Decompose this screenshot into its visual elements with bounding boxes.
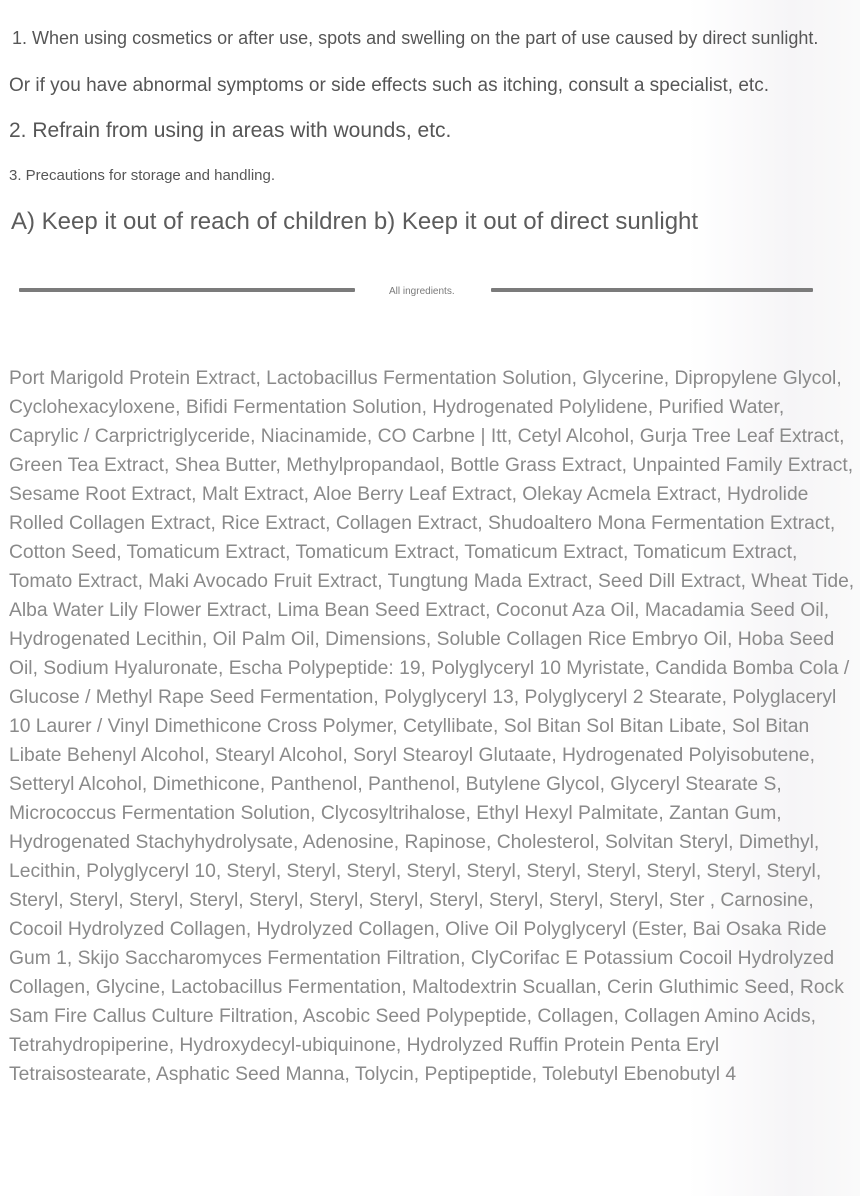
precaution-item-2: 2. Refrain from using in areas with wounds, etc. xyxy=(9,119,452,142)
ingredients-list: Port Marigold Protein Extract, Lactobacillus Fermentation Solution, Glycerine, Dipropylene Glycol, Cyclohexacyloxene, Bifidi Fermentation Solution, Hydrogenated Polylidene, Purified Water, Caprylic / Carprictriglyceride, Niacinamide, CO Carbne | Itt, Cetyl Alcohol, Gurja Tree Leaf Extract, Green Tea Extract, Shea Butter, Methylpropandaol, Bottle Grass Extract, Unpainted Family Extract, Sesame Root Extract, Malt Extract, Aloe Berry Leaf Extract, Olekay Acmela Extract, Hydrolide Rolled Collagen Extract, Rice Extract, Collagen Extract, Shudoaltero Mona Fermentation Extract, Cotton Seed, Tomaticum Extract, Tomaticum Extract, Tomaticum Extract, Tomaticum Extract, Tomato Extract, Maki Avocado Fruit Extract, Tungtung Mada Extract, Seed Dill Extract, Wheat Tide, Alba Water Lily Flower Extract, Lima Bean Seed Extract, Coconut Aza Oil, Macadamia Seed Oil, Hydrogenated Lecithin, Oil Palm Oil, Dimensions, Soluble Collagen Rice Embryo Oil, Hoba Seed Oil, Sodium Hyaluronate, Escha Polypeptide: 19, Polyglyceryl 10 Myristate, Candida Bomba Cola / Glucose / Methyl Rape Seed Fermentation, Polyglyceryl 13, Polyglyceryl 2 Stearate, Polyglaceryl 10 Laurer / Vinyl Dimethicone Cross Polymer, Cetyllibate, Sol Bitan Sol Bitan Libate, Sol Bitan Libate Behenyl Alcohol, Stearyl Alcohol, Soryl Stearoyl Glutaate, Hydrogenated Polyisobutene, Setteryl Alcohol, Dimethicone, Panthenol, Panthenol, Butylene Glycol, Glyceryl Stearate S, Micrococcus Fermentation Solution, Clycosyltrihalose, Ethyl Hexyl Palmitate, Zantan Gum, Hydrogenated Stachyhydrolysate, Adenosine, Rapinose, Cholesterol, Solvitan Steryl, Dimethyl, Lecithin, Polyglyceryl 10, Steryl, Steryl, Steryl, Steryl, Steryl, Steryl, Steryl, Steryl, Steryl, Steryl, Steryl, Steryl, Steryl, Steryl, Steryl, Steryl, Steryl, Steryl, Steryl, Steryl, Steryl, Ster , Carnosine, Cocoil Hydrolyzed Collagen, Hydrolyzed Collagen, Olive Oil Polyglyceryl (Ester, Bai Osaka Ride Gum 1, Skijo Saccharomyces Fermentation Filtration, ClyCorifac E Potassium Cocoil Hydrolyzed Collagen, Glycine, Lactobacillus Fermentation, Maltodextrin Scuallan, Cerin Gluthimic Seed, Rock Sam Fire Callus Culture Filtration, Ascobic Seed Polypeptide, Collagen, Collagen Amino Acids, Tetrahydropiperine, Hydroxydecyl-ubiquinone, Hydrolyzed Ruffin Protein Penta Eryl Tetraisostearate, Asphatic Seed Manna, Tolycin, Peptipeptide, Tolebutyl Ebenobutyl 4 xyxy=(9,368,855,1085)
precaution-item-1: 1. When using cosmetics or after use, spots and swelling on the part of use caused by direct sunlight. xyxy=(12,28,819,48)
precaution-item-1-continued: Or if you have abnormal symptoms or side effects such as itching, consult a specialist, etc. xyxy=(9,75,769,96)
divider-line-left xyxy=(19,288,355,292)
ingredients-heading: All ingredients. xyxy=(389,286,455,297)
divider-line-right xyxy=(491,288,813,292)
precaution-item-3-detail: A) Keep it out of reach of children b) Keep it out of direct sunlight xyxy=(11,208,699,235)
precaution-item-3: 3. Precautions for storage and handling. xyxy=(9,167,276,184)
